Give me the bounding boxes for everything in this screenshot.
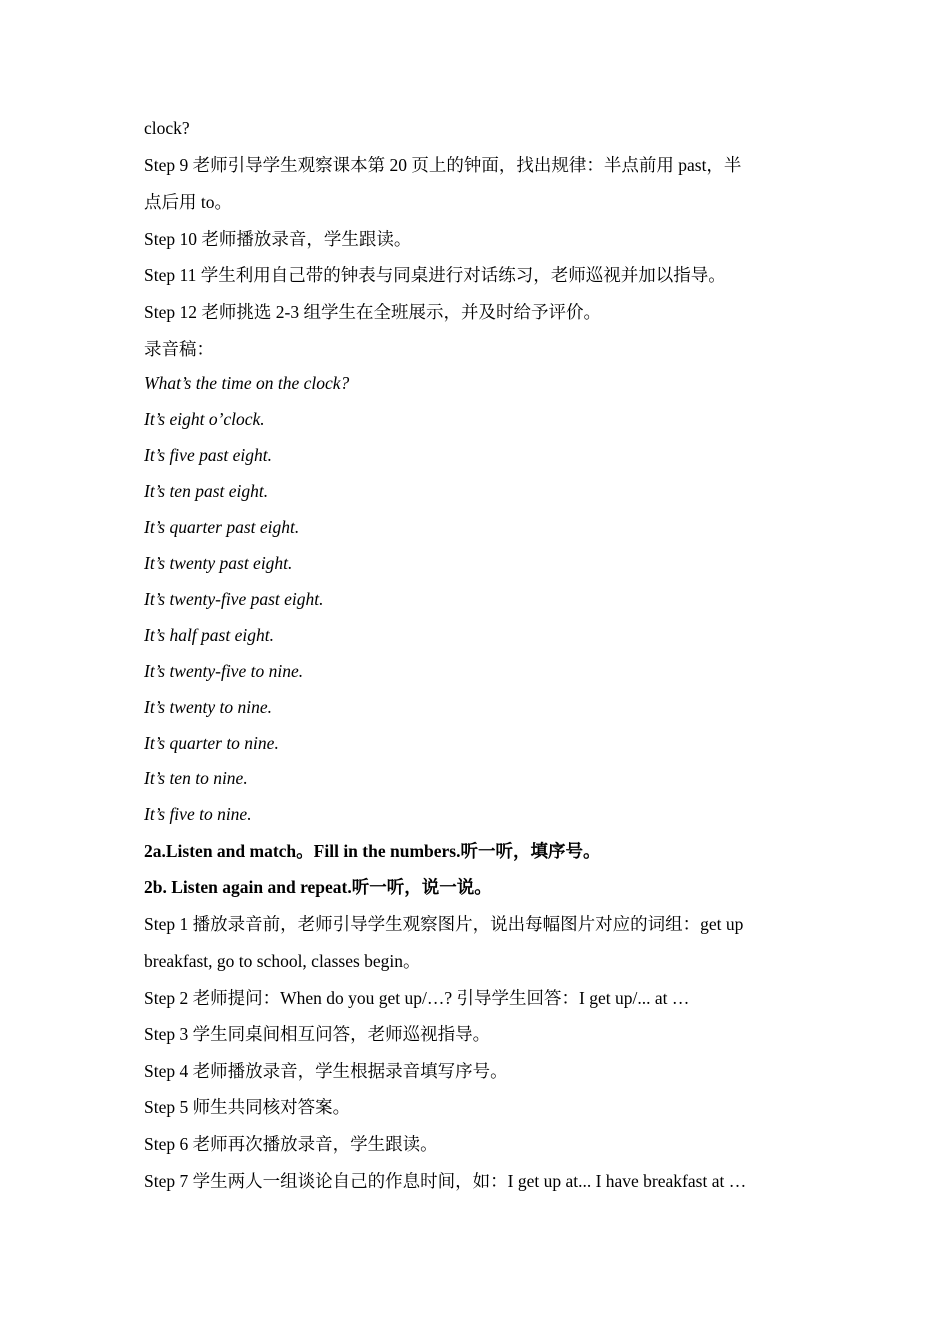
text-line-step7: Step 7 学生两人一组谈论自己的作息时间，如：I get up at... I have breakfast at … [144,1171,747,1191]
text-line-step4: Step 4 老师播放录音，学生根据录音填写序号。 [144,1061,508,1081]
text-line-step11: Step 11 学生利用自己带的钟表与同桌进行对话练习，老师巡视并加以指导。 [144,265,726,285]
text-line-step9-cont: 点后用 to。 [144,192,232,212]
text-line-step6: Step 6 老师再次播放录音，学生跟读。 [144,1134,438,1154]
transcript-line: What’s the time on the clock? [144,373,350,393]
text-line-step3: Step 3 学生同桌间相互问答，老师巡视指导。 [144,1024,491,1044]
text-line-step1: Step 1 播放录音前，老师引导学生观察图片，说出每幅图片对应的词组：get up [144,914,744,934]
text-line-step5: Step 5 师生共同核对答案。 [144,1097,351,1117]
text-line-step12: Step 12 老师挑选 2-3 组学生在全班展示，并及时给予评价。 [144,302,601,322]
text-line-step1-cont: breakfast, go to school, classes begin。 [144,951,421,971]
transcript-line: It’s five to nine. [144,804,252,824]
text-line-step9: Step 9 老师引导学生观察课本第 20 页上的钟面，找出规律：半点前用 past，半 [144,155,742,175]
text-line-step2: Step 2 老师提问：When do you get up/…? 引导学生回答：I get up/... at … [144,988,690,1008]
transcript-line: It’s twenty-five past eight. [144,589,324,609]
text-line-step10: Step 10 老师播放录音，学生跟读。 [144,229,412,249]
transcript-line: It’s eight o’clock. [144,409,265,429]
text-line-transcript-label: 录音稿： [144,339,214,359]
transcript-line: It’s half past eight. [144,625,274,645]
transcript-line: It’s twenty past eight. [144,553,293,573]
transcript-line: It’s ten past eight. [144,481,269,501]
transcript-line: It’s five past eight. [144,445,272,465]
section-heading-2b: 2b. Listen again and repeat.听一听，说一说。 [144,877,492,897]
transcript-line: It’s quarter past eight. [144,517,300,537]
transcript-line: It’s quarter to nine. [144,733,279,753]
transcript-line: It’s twenty to nine. [144,697,272,717]
section-heading-2a: 2a.Listen and match。Fill in the numbers.听一听，填序号。 [144,841,601,861]
transcript-line: It’s ten to nine. [144,768,248,788]
transcript-line: It’s twenty-five to nine. [144,661,304,681]
text-line-clock: clock? [144,118,190,138]
